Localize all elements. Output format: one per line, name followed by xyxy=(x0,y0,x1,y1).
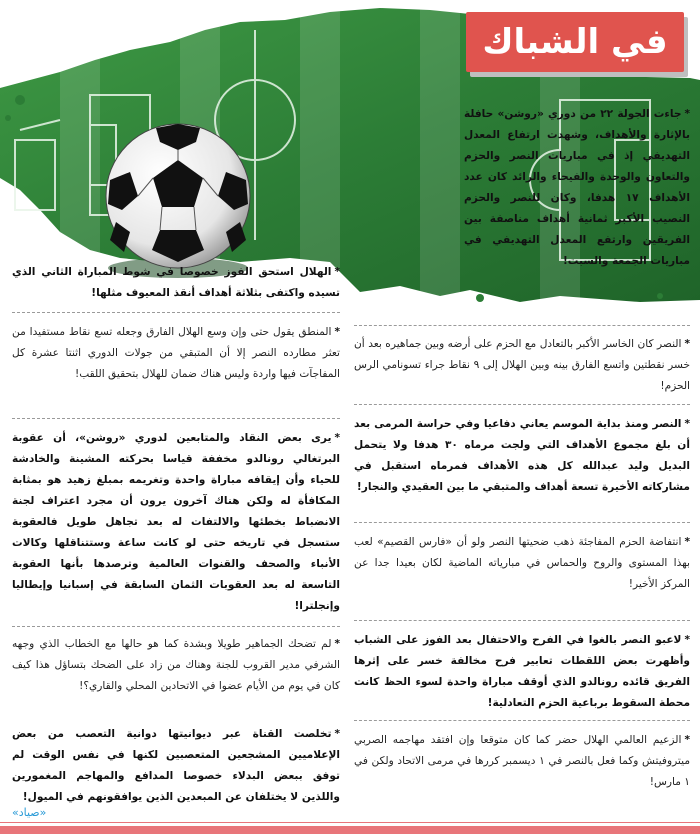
asterisk-bullet: * xyxy=(334,326,340,338)
left-item-2-text: المنطق يقول حتى وإن وسع الهلال الفارق وجعله تسع نقاط مستفيدا من تعثر مطارده النصر إلا أن المتبقي من جولات الدوري اثنتا عشرة كل المفاجآت فيها واردة وليس هناك ضمان للهلال بتحقيق اللقب! xyxy=(12,326,340,380)
right-item-2 xyxy=(354,334,690,397)
right-item-4 xyxy=(354,532,690,595)
left-item-5-text: تخلصت القناة عبر ديوانيتها دوانية التعصب من بعض الإعلاميين المشجعين المتعصبين لكنها في نفس الوقت لم توفق ببعض البدلاء خصوصا المدافع والمهاجم المغمورين واللذين لا يختلفان عن المبعدين الذين يوافقونهم في الميول! xyxy=(12,728,340,803)
column-divider xyxy=(354,620,690,621)
left-item-4-text: لم تضحك الجماهير طويلا وبشدة كما هو حالها مع الخطاب الذي وجهه الشرفي مدير القروب للجنة وهناك من زاد على الضحك بتساؤل هذا كيف كان في يوم من الأيام عضوا في الاتحادين المحلي والقاري؟! xyxy=(12,638,340,692)
soccer-ball-icon xyxy=(106,124,250,268)
source-credit: «صياد» xyxy=(12,806,47,819)
left-item-1-text: الهلال استحق الفوز خصوصا في شوط المباراة الثاني الذي تسيده واكتفى بثلاثة أهداف أنقذ المعيوف مثلها! xyxy=(12,266,340,299)
right-item-6-text: الزعيم العالمي الهلال حضر كما كان متوقعا وإن افتقد مهاجمه الصربي ميتروفيتش وكما فعل بالنصر في ١ ديسمبر كررها في مرمى الاتحاد ولكن في ١ مارس! xyxy=(354,734,690,788)
asterisk-bullet: * xyxy=(334,638,340,650)
right-item-3-text: النصر ومنذ بداية الموسم يعاني دفاعيا وفي حراسة المرمى بعد أن بلغ مجموع الأهداف التي ولجت مرماه ٣٠ هدفا ولا يتحمل البديل وليد عبدالله كل هذه الأهداف فمرماه استقبل في مشاركاته الأخيرة تسعة أهداف والمتبقي ما بين العقيدي والنجار! xyxy=(354,418,690,493)
footer-bar xyxy=(0,826,700,834)
asterisk-bullet: * xyxy=(334,432,340,444)
column-divider xyxy=(12,312,340,313)
right-item-2-text: النصر كان الخاسر الأكبر بالتعادل مع الحزم على أرضه وبين جماهيره بعد أن خسر نقطتين واتسع الفارق بينه وبين الهلال إلى ٩ نقاط جراء تسونامي الرس الحزم! xyxy=(354,338,690,392)
left-item-3 xyxy=(12,428,340,617)
asterisk-bullet: * xyxy=(684,338,690,350)
right-item-3 xyxy=(354,414,690,498)
left-item-4 xyxy=(12,634,340,697)
column-divider xyxy=(354,325,690,326)
column-divider xyxy=(354,404,690,405)
column-divider xyxy=(12,418,340,419)
asterisk-bullet: * xyxy=(684,634,690,646)
footer-divider xyxy=(0,822,700,823)
right-item-1 xyxy=(464,104,690,272)
right-item-1-text: جاءت الجولة ٢٢ من دوري «روشن» حافلة بالإثارة والأهداف، وشهدت ارتفاع المعدل التهديفي إذ في مباريات النصر والحزم والتعاون والوحدة والفيحاء والرائد كان عدد الأهداف ١٧ هدفا، وكان للنصر والحزم النصيب الأكبر ثمانية أهداف مناصفة بين الفريقين وارتفع المعدل التهديفي في مباريات الجمعة والسبت! xyxy=(464,108,690,267)
right-item-4-text: انتفاضة الحزم المفاجئة ذهب ضحيتها النصر ولو أن «فارس القصيم» لعب بهذا المستوى والروح والحماس في مبارياته الماضية لكان بعيدا جدا عن المركز الأخير! xyxy=(354,536,690,590)
asterisk-bullet: * xyxy=(334,728,340,740)
asterisk-bullet: * xyxy=(334,266,340,278)
left-item-3-text: يرى بعض النقاد والمتابعين لدوري «روشن»، أن عقوبة البرتغالي رونالدو مخففة قياسا بحركته المشينة والخادشة للحياء وأن إيقافه مباراة واحدة وتغريمه بمبلغ زهيد هو بمثابة المكافأة له ولكن هناك آخرون يرون أن مجرد اعتراف لجنة الانضباط بخطئها والالتفات له بعد تجاهل طويل فالعقوبة ستسجل في تاريخه حتى لو كانت ساعة وستتناقلها وكالات الأنباء والصحف والقنوات العالمية وترصدها بأنها العقوبة التاسعة له بعد العقوبات الثمان السابقة في إسبانيا وإيطاليا وإنجلترا! xyxy=(12,432,340,612)
asterisk-bullet: * xyxy=(684,418,690,430)
asterisk-bullet: * xyxy=(684,536,690,548)
left-item-1 xyxy=(12,262,340,304)
right-item-5-text: لاعبو النصر بالغوا في الفرح والاحتفال بعد الفوز على الشباب وأظهرت بعض اللقطات تعابير فرح مخالفة خسر على إثرها الفريق قائده رونالدو الذي أوقف مباراة واحدة لسوء الحظ كانت محطة السقوط برباعية الحزم التعادلية! xyxy=(354,634,690,709)
right-item-5 xyxy=(354,630,690,714)
asterisk-bullet: * xyxy=(684,734,690,746)
left-item-2 xyxy=(12,322,340,385)
section-title: في الشباك xyxy=(466,12,684,72)
column-divider xyxy=(354,720,690,721)
left-item-5 xyxy=(12,724,340,808)
right-item-6 xyxy=(354,730,690,793)
asterisk-bullet: * xyxy=(684,108,691,120)
column-divider xyxy=(12,626,340,627)
column-divider xyxy=(354,522,690,523)
